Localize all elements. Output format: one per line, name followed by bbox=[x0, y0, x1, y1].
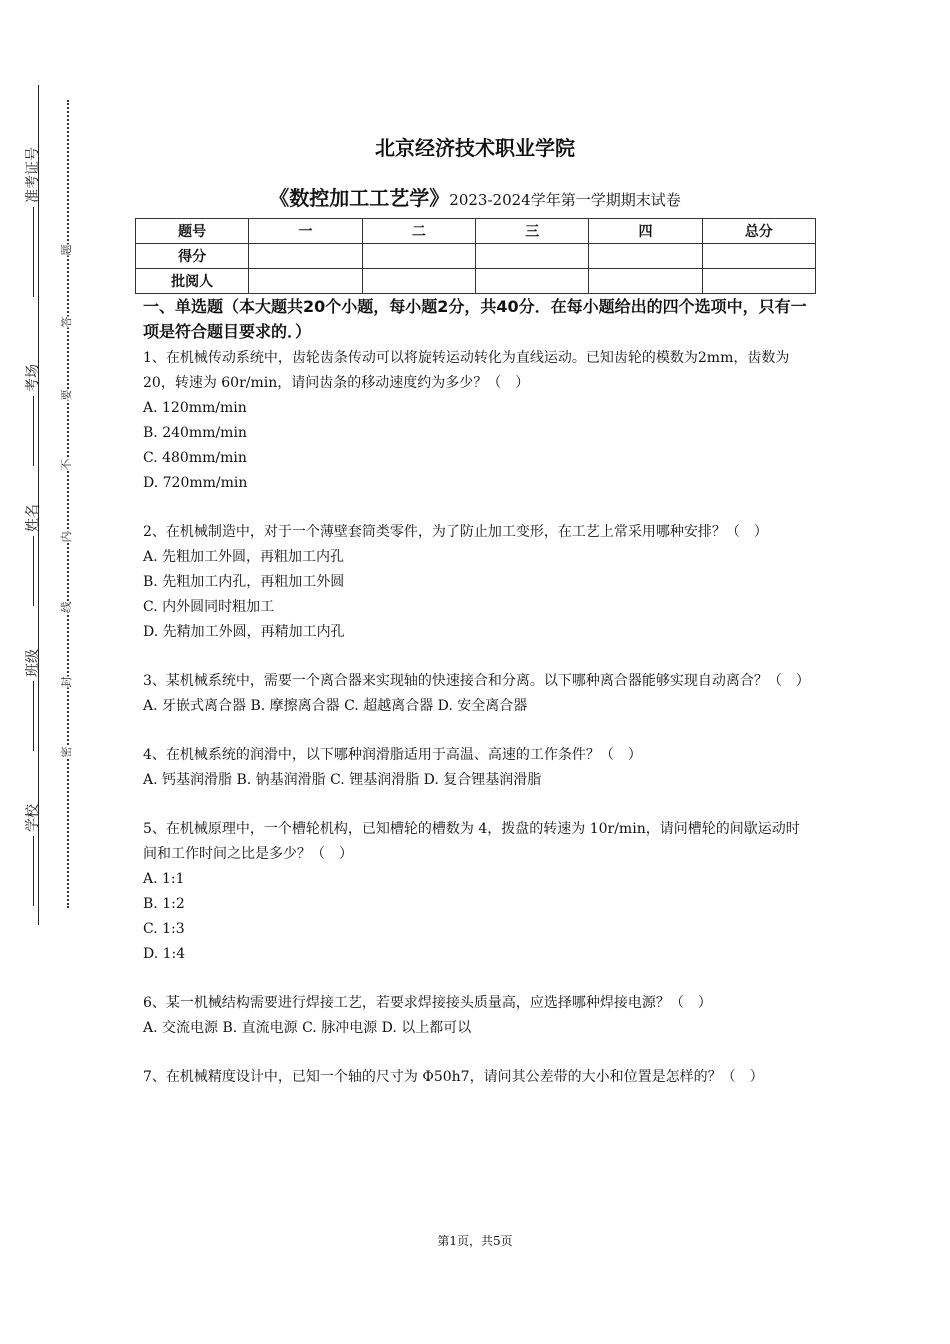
option: A. 120mm/min bbox=[143, 400, 247, 416]
exam-title bbox=[0, 182, 950, 211]
score-col-header: 三 bbox=[475, 219, 588, 244]
grader-row bbox=[136, 269, 816, 294]
seal-char: 要 bbox=[60, 389, 73, 401]
name-field[interactable] bbox=[22, 504, 42, 606]
score-col-header: 一 bbox=[249, 219, 362, 244]
exam-room-field[interactable] bbox=[22, 364, 42, 466]
option: A. 交流电源 B. 直流电源 C. 脉冲电源 D. 以上都可以 bbox=[143, 1020, 472, 1036]
exam-room-label: 考场 bbox=[25, 364, 41, 392]
question-text: 1、在机械传动系统中，齿轮齿条传动可以将旋转运动转化为直线运动。已知齿轮的模数为2mm，齿数为 20，转速为 60r/min，请问齿条的移动速度约为多少？（ ） bbox=[143, 350, 790, 391]
score-cell[interactable] bbox=[702, 244, 815, 269]
question-3 bbox=[143, 669, 811, 719]
grader-cell[interactable] bbox=[249, 269, 362, 294]
option: A. 牙嵌式离合器 B. 摩擦离合器 C. 超越离合器 D. 安全离合器 bbox=[143, 698, 528, 714]
score-row bbox=[136, 244, 816, 269]
question-1 bbox=[143, 346, 811, 496]
score-cell[interactable] bbox=[589, 244, 702, 269]
school-name: 北京经济技术职业学院 bbox=[375, 136, 575, 160]
class-field[interactable] bbox=[22, 649, 42, 751]
option: B. 1:2 bbox=[143, 896, 185, 912]
option: B. 先粗加工内孔，再粗加工外圆 bbox=[143, 574, 345, 590]
score-row-label: 得分 bbox=[136, 244, 249, 269]
option: C. 480mm/min bbox=[143, 450, 247, 466]
score-cell[interactable] bbox=[475, 244, 588, 269]
score-col-header: 题号 bbox=[136, 219, 249, 244]
option: D. 1:4 bbox=[143, 946, 186, 962]
page-number: 第1页，共5页 bbox=[437, 1234, 513, 1248]
score-cell[interactable] bbox=[362, 244, 475, 269]
question-text: 5、在机械原理中，一个槽轮机构，已知槽轮的槽数为 4，拨盘的转速为 10r/min，请问槽轮的间歇运动时间和工作时间之比是多少？（ ） bbox=[143, 821, 800, 862]
school-field[interactable] bbox=[22, 804, 42, 906]
score-table bbox=[135, 218, 816, 294]
grader-row-label: 批阅人 bbox=[136, 269, 249, 294]
question-text: 2、在机械制造中，对于一个薄壁套筒类零件，为了防止加工变形，在工艺上常采用哪种安排？（ ） bbox=[143, 524, 768, 540]
seal-char: 答 bbox=[60, 316, 73, 328]
exam-id-label: 准考证号 bbox=[25, 147, 41, 203]
seal-char: 内 bbox=[60, 531, 73, 543]
option: B. 240mm/min bbox=[143, 425, 247, 441]
score-col-header: 四 bbox=[589, 219, 702, 244]
grader-cell[interactable] bbox=[475, 269, 588, 294]
score-col-header: 二 bbox=[362, 219, 475, 244]
name-label: 姓名 bbox=[25, 504, 41, 532]
question-6 bbox=[143, 991, 811, 1041]
option: C. 1:3 bbox=[143, 921, 185, 937]
question-5 bbox=[143, 817, 811, 967]
school-label: 学校 bbox=[25, 804, 41, 832]
seal-char: 不 bbox=[60, 459, 73, 471]
question-4 bbox=[143, 743, 811, 793]
score-col-header: 总分 bbox=[702, 219, 815, 244]
exam-term: 2023-2024学年第一学期期末试卷 bbox=[449, 191, 681, 209]
section-title: 一、单选题（本大题共20个小题，每小题2分，共40分．在每小题给出的四个选项中，只有一项是符合题目要求的．） bbox=[143, 297, 807, 341]
seal-char: 密 bbox=[60, 746, 73, 758]
question-text: 4、在机械系统的润滑中，以下哪种润滑脂适用于高温、高速的工作条件？（ ） bbox=[143, 747, 642, 763]
option: D. 先精加工外圆，再精加工内孔 bbox=[143, 624, 345, 640]
seal-char: 封 bbox=[60, 676, 73, 688]
question-text: 7、在机械精度设计中，已知一个轴的尺寸为 Φ50h7，请问其公差带的大小和位置是怎样的？（ ） bbox=[143, 1069, 764, 1085]
seal-char: 题 bbox=[60, 244, 73, 256]
exam-content bbox=[143, 294, 811, 1090]
score-cell[interactable] bbox=[249, 244, 362, 269]
question-text: 6、某一机械结构需要进行焊接工艺，若要求焊接接头质量高，应选择哪种焊接电源？（ ） bbox=[143, 995, 712, 1011]
class-label: 班级 bbox=[25, 649, 41, 677]
course-title: 《数控加工工艺学》 bbox=[269, 186, 450, 210]
option: C. 内外圆同时粗加工 bbox=[143, 599, 275, 615]
exam-id-field[interactable] bbox=[22, 147, 42, 297]
grader-cell[interactable] bbox=[589, 269, 702, 294]
question-2 bbox=[143, 520, 811, 645]
option: D. 720mm/min bbox=[143, 475, 248, 491]
question-text: 3、某机械系统中，需要一个离合器来实现轴的快速接合和分离。以下哪种离合器能够实现自动离合？（ ） bbox=[143, 673, 810, 689]
binding-dotted-line bbox=[67, 100, 69, 908]
option: A. 1:1 bbox=[143, 871, 185, 887]
score-table-header-row bbox=[136, 219, 816, 244]
grader-cell[interactable] bbox=[362, 269, 475, 294]
seal-char: 线 bbox=[60, 601, 73, 613]
question-7 bbox=[143, 1065, 811, 1090]
option: A. 钙基润滑脂 B. 钠基润滑脂 C. 锂基润滑脂 D. 复合锂基润滑脂 bbox=[143, 772, 542, 788]
option: A. 先粗加工外圆，再粗加工内孔 bbox=[143, 549, 345, 565]
grader-cell[interactable] bbox=[702, 269, 815, 294]
